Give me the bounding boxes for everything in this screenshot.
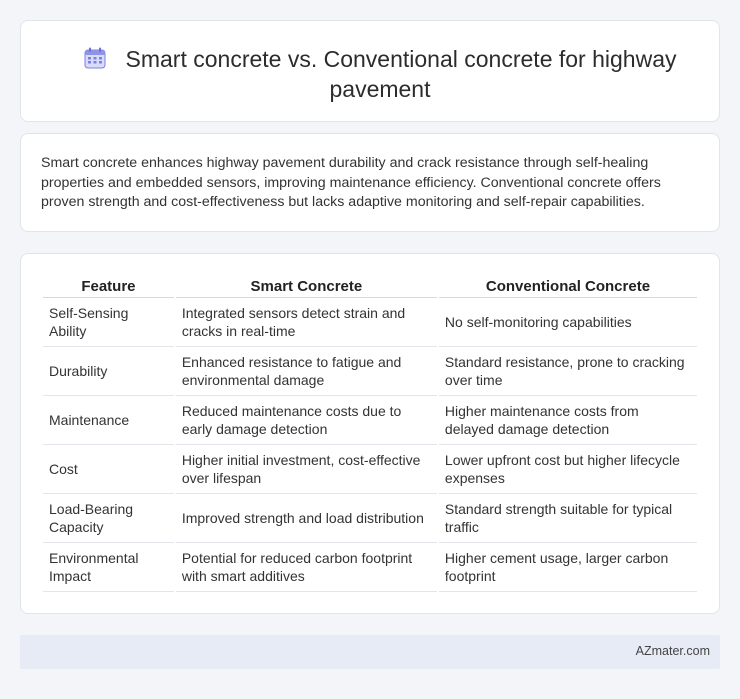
smart-cell: Improved strength and load distribution [176, 494, 437, 543]
summary-text: Smart concrete enhances highway pavement durability and crack resistance through self-healing properties and embedded sensors, improving maintenance efficiency. Conventional concrete offers proven strength and cost-effectiveness but lacks adaptive monitoring and self-repair capabilities. [41, 155, 661, 210]
page-title-wrap [61, 44, 699, 104]
table-row [43, 543, 697, 592]
conventional-cell: Higher cement usage, larger carbon footprint [439, 543, 697, 592]
comparison-table-card [20, 253, 720, 614]
smart-cell: Enhanced resistance to fatigue and environmental damage [176, 347, 437, 396]
smart-cell: Higher initial investment, cost-effective over lifespan [176, 445, 437, 494]
comparison-table [41, 278, 699, 592]
calendar-icon [84, 47, 106, 69]
smart-cell: Integrated sensors detect strain and cracks in real-time [176, 298, 437, 347]
table-row [43, 298, 697, 347]
page-title: Smart concrete vs. Conventional concrete for highway pavement [125, 46, 677, 102]
conventional-cell: No self-monitoring capabilities [439, 298, 697, 347]
smart-cell: Potential for reduced carbon footprint with smart additives [176, 543, 437, 592]
table-row [43, 445, 697, 494]
conventional-cell: Higher maintenance costs from delayed damage detection [439, 396, 697, 445]
feature-cell: Durability [43, 347, 174, 396]
feature-cell: Environmental Impact [43, 543, 174, 592]
header-feature: Feature [43, 278, 174, 298]
smart-cell: Reduced maintenance costs due to early damage detection [176, 396, 437, 445]
conventional-cell: Lower upfront cost but higher lifecycle expenses [439, 445, 697, 494]
table-row [43, 396, 697, 445]
header-conventional-concrete: Conventional Concrete [439, 278, 697, 298]
feature-cell: Self-Sensing Ability [43, 298, 174, 347]
conventional-cell: Standard strength suitable for typical traffic [439, 494, 697, 543]
table-row [43, 347, 697, 396]
conventional-cell: Standard resistance, prone to cracking over time [439, 347, 697, 396]
footer-brand-link[interactable]: AZmater.com [635, 644, 710, 658]
table-header-row [43, 278, 697, 298]
table-row [43, 494, 697, 543]
feature-cell: Maintenance [43, 396, 174, 445]
header-smart-concrete: Smart Concrete [176, 278, 437, 298]
title-card [20, 20, 720, 122]
feature-cell: Load-Bearing Capacity [43, 494, 174, 543]
footer-bar [20, 635, 720, 669]
summary-card [20, 133, 720, 232]
feature-cell: Cost [43, 445, 174, 494]
